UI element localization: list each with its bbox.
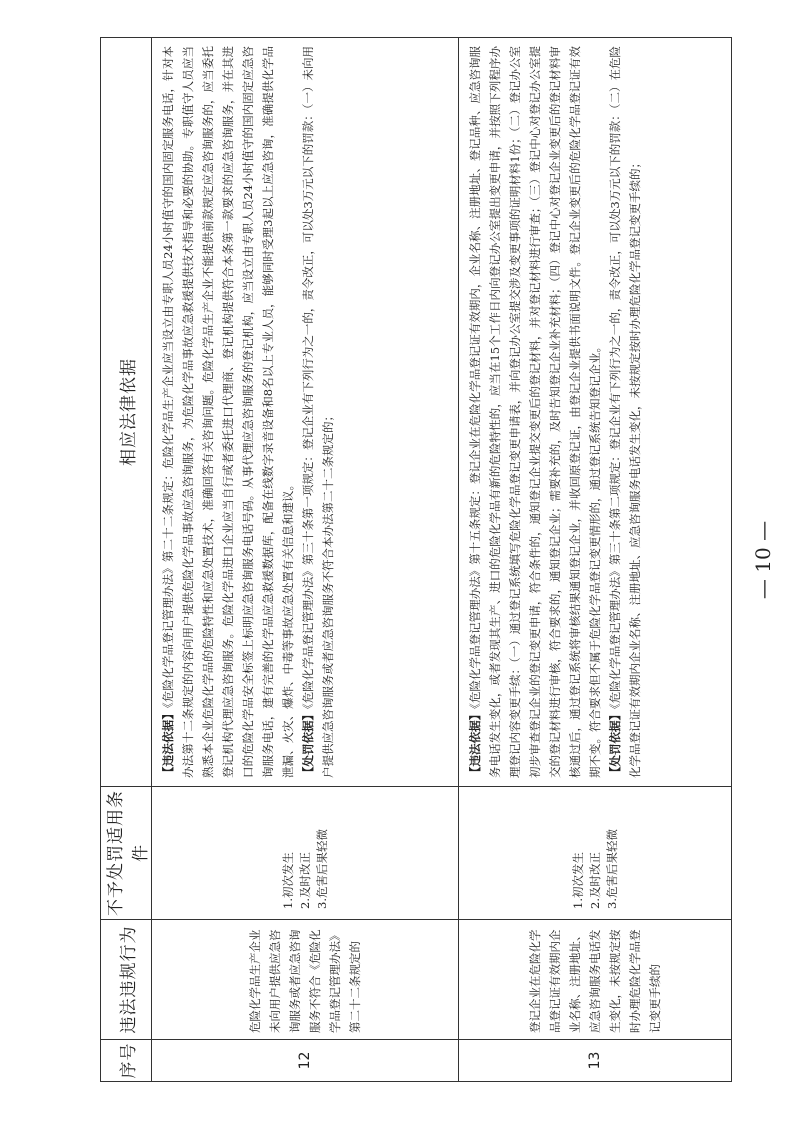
penalty-basis-paragraph: [605, 46, 645, 778]
exemption-conditions: [152, 787, 459, 920]
penalty-basis-label: 【处罚依据】: [608, 708, 622, 778]
legal-basis: [459, 38, 732, 787]
legal-basis: [152, 38, 459, 787]
row-number: 13: [459, 1040, 732, 1082]
penalty-table: [100, 37, 732, 1082]
violation-basis-paragraph: [465, 46, 605, 778]
condition-item: 1.初次发生: [570, 852, 585, 909]
penalty-basis-text: 《危险化学品登记管理办法》第三十条第二项规定：登记企业有下列行为之一的，责令改正，可以处3万元以下的罚款：（二）在危险化学品登记证有效期内企业名称、注册地址、应急咨询服务电话发生变化，未按规定按时办理危险化学品登记变更手续的；: [608, 45, 642, 778]
violation-behavior: 登记企业在危险化学品登记证有效期内企业名称、注册地址、应急咨询服务电话发生变化，未按规定按时办理危险化学品登记变更手续的: [459, 920, 732, 1040]
table-row: [152, 38, 459, 1082]
condition-item: 1.初次发生: [280, 852, 295, 909]
violation-basis-label: 【违法依据】: [161, 708, 175, 778]
header-behavior: 违法违规行为: [101, 920, 152, 1040]
violation-behavior: 危险化学品生产企业未向用户提供应急咨询服务或者应急咨询服务不符合《危险化学品登记管理办法》第二十二条规定的: [152, 920, 459, 1040]
exemption-conditions: [459, 787, 732, 920]
penalty-basis-paragraph: [298, 46, 338, 778]
table-row: [459, 38, 732, 1082]
penalty-basis-text: 《危险化学品登记管理办法》第三十条第一项规定：登记企业有下列行为之一的，责令改正，可以处3万元以下的罚款：（一）未向用户提供应急咨询服务或者应急咨询服务不符合本办法第二十二条规定的；: [301, 45, 335, 778]
condition-item: 3.危害后果轻微: [314, 829, 329, 909]
condition-item: 2.及时改正: [297, 852, 312, 909]
row-number: 12: [152, 1040, 459, 1082]
penalty-basis-label: 【处罚依据】: [301, 708, 315, 778]
violation-basis-paragraph: [158, 46, 298, 778]
condition-item: 2.及时改正: [587, 852, 602, 909]
condition-item: 3.危害后果轻微: [604, 829, 619, 909]
violation-basis-text: 《危险化学品登记管理办法》第二十二条规定：危险化学品生产企业应当设立由专职人员24小时值守的国内固定服务电话，针对本办法第十二条规定的内容向用户提供危险化学品事故应急咨询服务，为危险化学品事故应急救援提供技术指导和必要的协助。专职值守人员应当熟悉本企业危险化学品的危险特性和应急处置技术，准确回答有关咨询问题。危险化学品生产企业不能提供前款规定应急咨询服务的，应当委托登记机构代理应急咨询服务。危险化学品进口企业应当自行或者委托进口代理商、登记机构提供符合本条第一款要求的应急咨询服务，并在其进口的危险化学品安全标签上标明应急咨询服务电话号码。从事代理应急咨询服务的登记机构，应当设立由专职人员24小时值守的国内固定应急咨询服务电话，建有完善的化学品应急救援数据库，配备在线数字录音设备和8名以上专业人员，能够同时受理3起以上应急咨询，准确提供化学品泄漏、火灾、爆炸、中毒等事故应急处置有关信息和建议。: [161, 46, 295, 778]
header-no: 序号: [101, 1040, 152, 1082]
violation-basis-text: 《危险化学品登记管理办法》第十五条规定：登记企业在危险化学品登记证有效期内，企业名称、注册地址、登记品种、应急咨询服务电话发生变化，或者发现其生产、进口的危险化学品有新的危险特性的，应当在15个工作日内向登记办公室提出变更申请，并按照下列程序办理登记内容变更手续：（一）通过登记系统填写危险化学品登记变更申请表，并向登记办公室提交涉及变更事项的证明材料1份；（二）登记办公室初步审查登记企业的登记变更申请，符合条件的，通知登记企业提交变更后的登记材料，并对登记材料进行审查；（三）登记中心对登记办公室提交的登记材料进行审核，符合要求的，通知登记企业；需要补充的，及时告知登记企业补充材料；（四）登记中心对登记企业变更后的登记材料审核通过后，通过登记系统将审核结果通知登记企业，并收回原登记证，由登记企业提供书面说明文件。登记企业变更后的危险化学品登记证有效期不变。符合要求但不属于危险化学品登记变更情形的，通过登记系统告知登记企业。: [468, 46, 602, 778]
page-number: [748, 515, 778, 605]
header-condition: 不予处罚适用条件: [101, 787, 152, 920]
header-basis: 相应法律依据: [101, 38, 152, 787]
page-number-text: — 10 —: [751, 520, 776, 600]
table-header-row: [101, 38, 152, 1082]
rotated-document-page: [100, 37, 732, 1082]
violation-basis-label: 【违法依据】: [468, 708, 482, 778]
